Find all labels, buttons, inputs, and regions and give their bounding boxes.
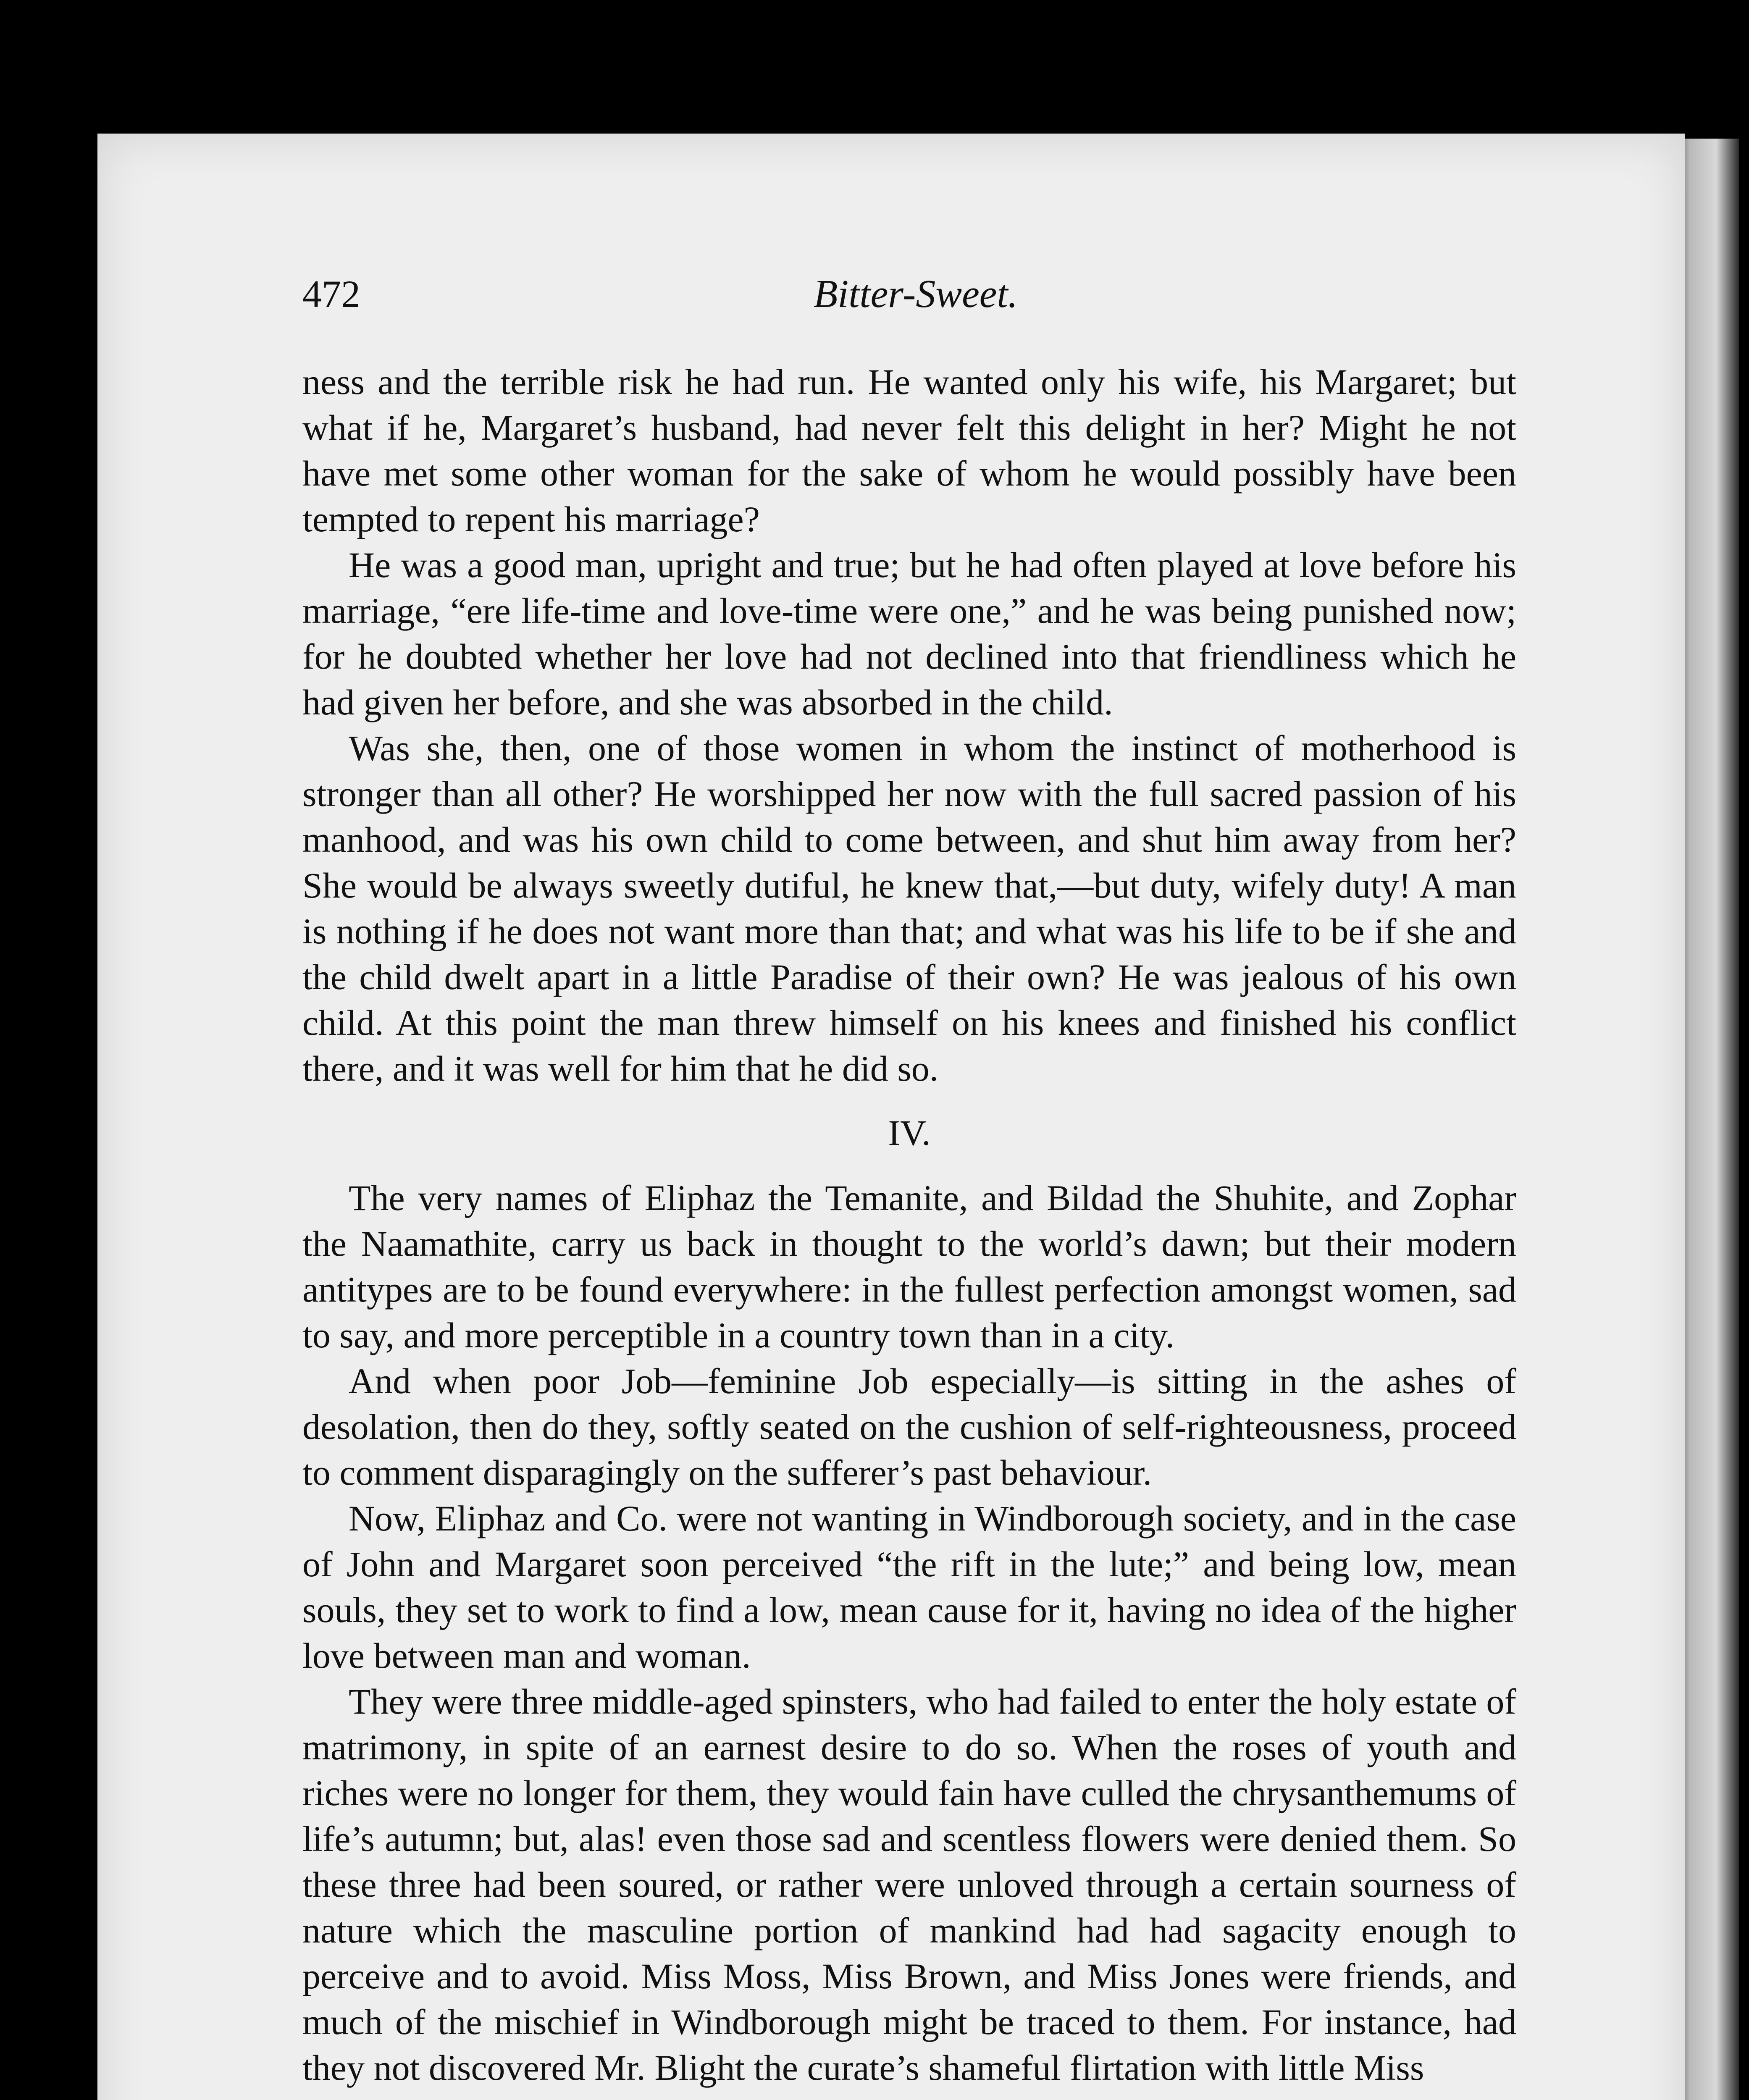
- paragraph-continuation: ness and the terrible risk he had run. He wanted only his wife, his Margaret; but what if he, Margaret’s husband, had never felt this delight in her? Might he not have met some other woman for the sake of whom he would possibly have been tempted to repent his marriage?: [302, 362, 1516, 539]
- paragraph: They were three middle-aged spinsters, who had failed to enter the holy estate of matrimony, in spite of an earnest desire to do so. When the roses of youth and riches were no longer for them, they would fain have culled the chrysanthemums of life’s autumn; but, alas! even those sad and scentless flowers were denied them. So these three had been soured, or rather were unloved through a certain sourness of nature which the masculine portion of mankind had had sagacity enough to perceive and to avoid. Miss Moss, Miss Brown, and Miss Jones were friends, and much of the mischief in Windborough might be traced to them. For instance, had they not discovered Mr. Blight the curate’s shameful flirtation with little Miss: [302, 1681, 1516, 2088]
- page-number: 472: [302, 273, 360, 315]
- running-title: Bitter-Sweet.: [813, 272, 1018, 316]
- paragraph: The very names of Eliphaz the Temanite, and Bildad the Shuhite, and Zophar the Naamathite, carry us back in thought to the world’s dawn; but their modern antitypes are to be found everywhere: in the fullest perfection amongst women, sad to say, and more perceptible in a country town than in a city.: [302, 1178, 1516, 1355]
- paragraph: He was a good man, upright and true; but he had often played at love before his marriage, “ere life-time and love-time were one,” and he was being punished now; for he doubted whether her love had not declined into that friendliness which he had given her before, and she was absorbed in the child.: [302, 545, 1516, 722]
- paragraph: Was she, then, one of those women in whom the instinct of motherhood is stronger than all other? He worshipped her now with the full sacred passion of his manhood, and was his own child to come between, and shut him away from her? She would be always sweetly dutiful, he knew that,—but duty, wifely duty! A man is nothing if he does not want more than that; and what was his life to be if she and the child dwelt apart in a little Paradise of their own? He was jealous of his own child. At this point the man threw himself on his knees and finished his conflict there, and it was well for him that he did so.: [302, 728, 1516, 1089]
- section-heading: IV.: [888, 1113, 931, 1153]
- page-header: [302, 269, 1529, 319]
- paragraph: Now, Eliphaz and Co. were not wanting in Windborough society, and in the case of John and Margaret soon perceived “the rift in the lute;” and being low, mean souls, they set to work to find a low, mean cause for it, having no idea of the higher love between man and woman.: [302, 1498, 1516, 1676]
- paragraph: And when poor Job—feminine Job especially—is sitting in the ashes of desolation, then do they, softly seated on the cushion of self-righteousness, proceed to comment disparagingly on the sufferer’s past behaviour.: [302, 1361, 1516, 1493]
- body-text: [302, 359, 1516, 2091]
